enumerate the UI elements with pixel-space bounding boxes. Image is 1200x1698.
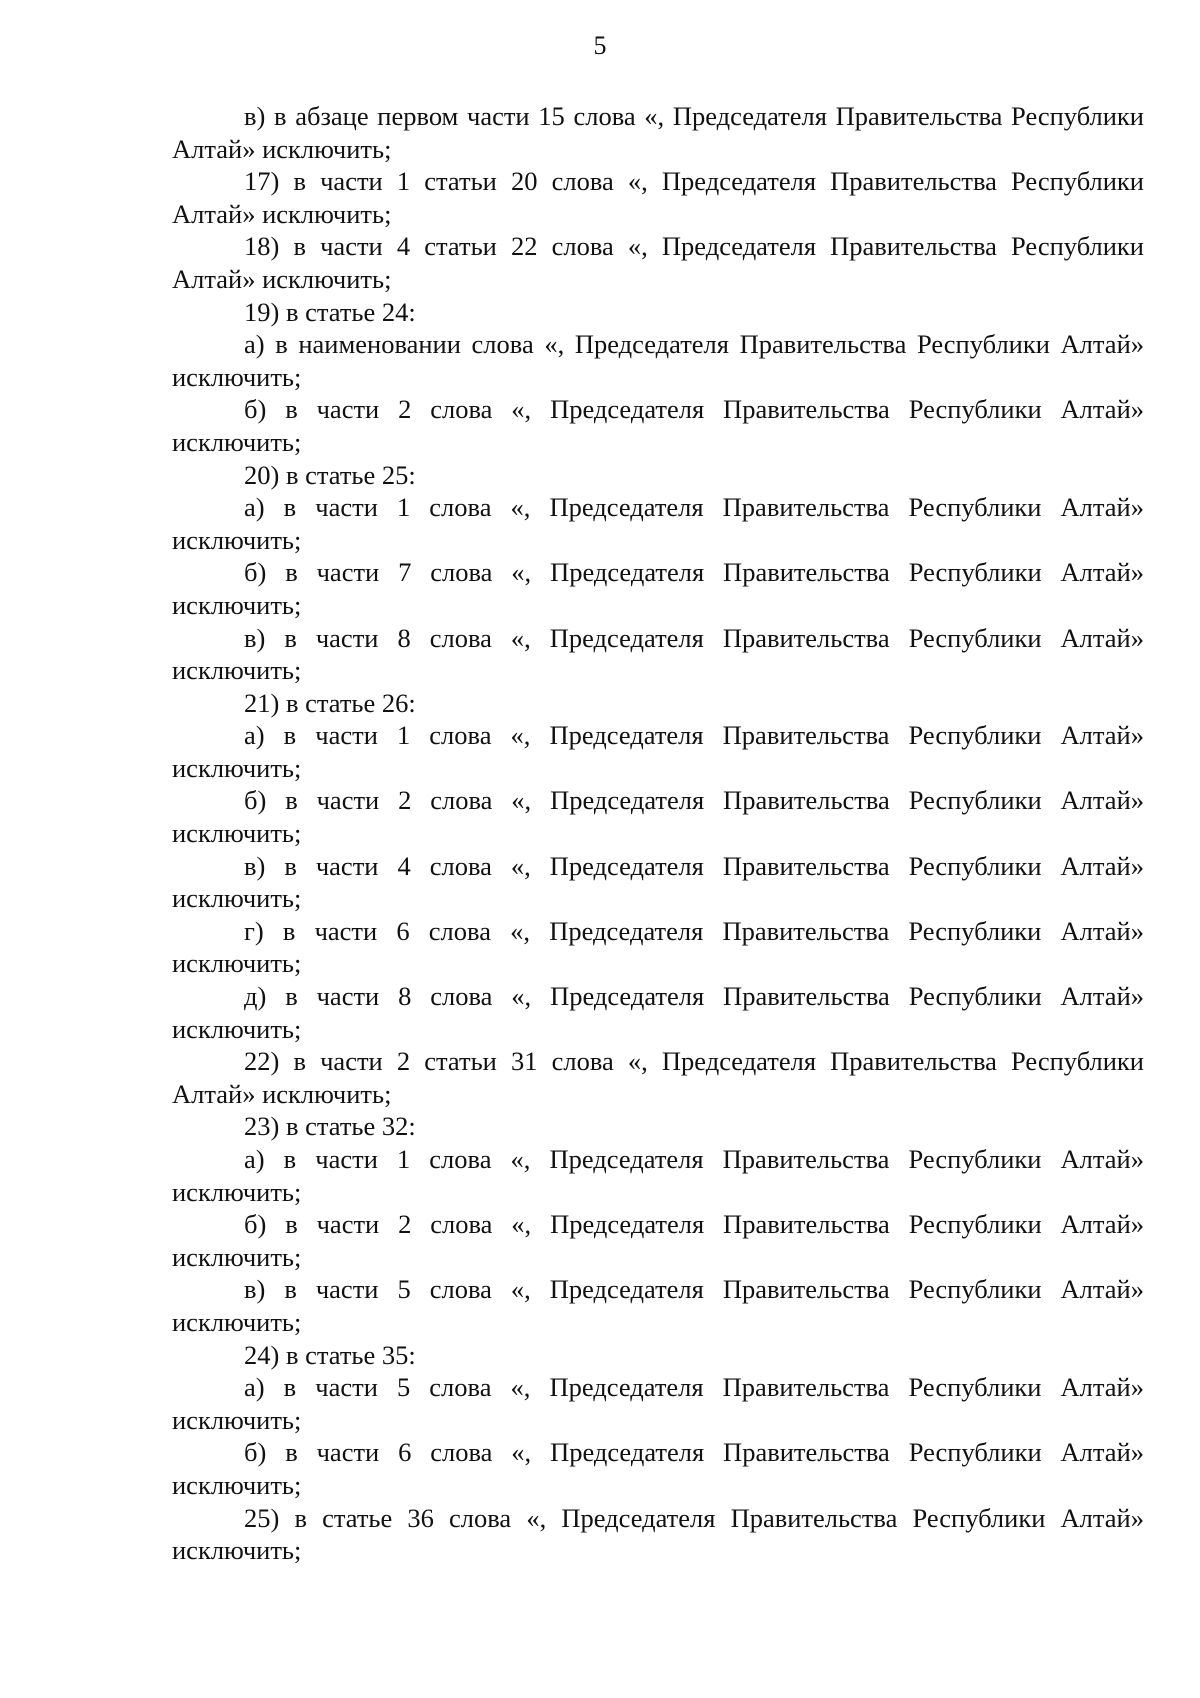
paragraph-item-21-g: г) в части 6 слова «, Председателя Правительства Республики Алтай» исключить; xyxy=(172,915,1144,979)
paragraph-item-23-b: б) в части 2 слова «, Председателя Правительства Республики Алтай» исключить; xyxy=(172,1209,1144,1272)
paragraph-item-23-v: в) в части 5 слова «, Председателя Правительства Республики Алтай» исключить; xyxy=(172,1274,1144,1337)
paragraph-item-20-v: в) в части 8 слова «, Председателя Правительства Республики Алтай» исключить; xyxy=(172,622,1144,686)
paragraph-item-19: 19) в статье 24: xyxy=(244,296,416,327)
paragraph-item-23-a: а) в части 1 слова «, Председателя Правительства Республики Алтай» исключить; xyxy=(172,1144,1144,1207)
paragraph-item-24: 24) в статье 35: xyxy=(244,1339,416,1370)
paragraph-item-23: 23) в статье 32: xyxy=(244,1111,416,1142)
paragraph-item-20-b: б) в части 7 слова «, Председателя Правительства Республики Алтай» исключить; xyxy=(172,557,1144,620)
paragraph-item-21-a: а) в части 1 слова «, Председателя Правительства Республики Алтай» исключить; xyxy=(172,720,1144,783)
paragraph-item-25: 25) в статье 36 слова «, Председателя Правительства Республики Алтай» исключить; xyxy=(172,1502,1144,1566)
paragraph-item-21-v: в) в части 4 слова «, Председателя Правительства Республики Алтай» исключить; xyxy=(172,850,1144,914)
paragraph-item-19-a: а) в наименовании слова «, Председателя Правительства Республики Алтай» исключить; xyxy=(172,329,1144,392)
paragraph-item-21-d: д) в части 8 слова «, Председателя Правительства Республики Алтай» исключить; xyxy=(172,981,1144,1044)
paragraph-item-20-a: а) в части 1 слова «, Председателя Правительства Республики Алтай» исключить; xyxy=(172,492,1144,555)
paragraph-item-24-b: б) в части 6 слова «, Председателя Правительства Республики Алтай» исключить; xyxy=(172,1437,1144,1500)
paragraph-item-21-b: б) в части 2 слова «, Председателя Правительства Республики Алтай» исключить; xyxy=(172,785,1144,849)
paragraph-item-21: 21) в статье 26: xyxy=(244,687,416,718)
document-body xyxy=(172,100,1144,1567)
paragraph-item-v-part-15: в) в абзаце первом части 15 слова «, Председателя Правительства Республики Алтай» исключить; xyxy=(172,101,1144,164)
page-number: 5 xyxy=(593,31,607,60)
paragraph-item-22: 22) в части 2 статьи 31 слова «, Председателя Правительства Республики Алтай» исключить; xyxy=(172,1046,1144,1109)
paragraph-item-19-b: б) в части 2 слова «, Председателя Правительства Республики Алтай» исключить; xyxy=(172,394,1144,457)
paragraph-item-17: 17) в части 1 статьи 20 слова «, Председателя Правительства Республики Алтай» исключить; xyxy=(172,166,1144,229)
paragraph-item-18: 18) в части 4 статьи 22 слова «, Председателя Правительства Республики Алтай» исключить; xyxy=(172,231,1144,294)
paragraph-item-20: 20) в статье 25: xyxy=(244,459,416,490)
paragraph-item-24-a: а) в части 5 слова «, Председателя Правительства Республики Алтай» исключить; xyxy=(172,1372,1144,1435)
